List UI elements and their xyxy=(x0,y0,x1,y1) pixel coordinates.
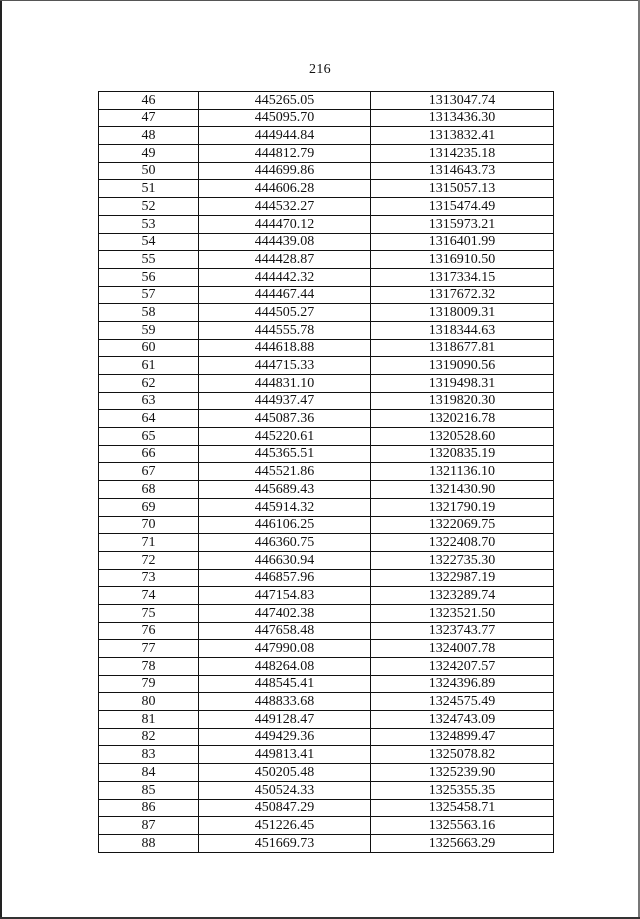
y-coordinate-cell: 1322987.19 xyxy=(371,569,554,587)
x-coordinate-cell: 445521.86 xyxy=(199,463,371,481)
x-coordinate-cell: 445914.32 xyxy=(199,498,371,516)
x-coordinate-cell: 448833.68 xyxy=(199,693,371,711)
y-coordinate-cell: 1325563.16 xyxy=(371,817,554,835)
y-coordinate-cell: 1316401.99 xyxy=(371,233,554,251)
x-coordinate-cell: 444715.33 xyxy=(199,357,371,375)
page-number: 216 xyxy=(309,62,331,77)
y-coordinate-cell: 1314643.73 xyxy=(371,162,554,180)
y-coordinate-cell: 1320835.19 xyxy=(371,445,554,463)
x-coordinate-cell: 446857.96 xyxy=(199,569,371,587)
table-row xyxy=(99,339,554,357)
point-number-cell: 72 xyxy=(99,551,199,569)
y-coordinate-cell: 1320216.78 xyxy=(371,410,554,428)
table-row xyxy=(99,604,554,622)
y-coordinate-cell: 1323289.74 xyxy=(371,587,554,605)
table-row xyxy=(99,516,554,534)
point-number-cell: 87 xyxy=(99,817,199,835)
point-number-cell: 80 xyxy=(99,693,199,711)
x-coordinate-cell: 451669.73 xyxy=(199,834,371,852)
x-coordinate-cell: 447154.83 xyxy=(199,587,371,605)
x-coordinate-cell: 444699.86 xyxy=(199,162,371,180)
table-row xyxy=(99,693,554,711)
table-row xyxy=(99,233,554,251)
y-coordinate-cell: 1325355.35 xyxy=(371,781,554,799)
y-coordinate-cell: 1313436.30 xyxy=(371,109,554,127)
table-row xyxy=(99,463,554,481)
y-coordinate-cell: 1325663.29 xyxy=(371,834,554,852)
y-coordinate-cell: 1323521.50 xyxy=(371,604,554,622)
point-number-cell: 66 xyxy=(99,445,199,463)
x-coordinate-cell: 444606.28 xyxy=(199,180,371,198)
x-coordinate-cell: 448264.08 xyxy=(199,658,371,676)
y-coordinate-cell: 1321136.10 xyxy=(371,463,554,481)
table-row xyxy=(99,375,554,393)
point-number-cell: 56 xyxy=(99,268,199,286)
y-coordinate-cell: 1325239.90 xyxy=(371,764,554,782)
table-row xyxy=(99,551,554,569)
table-row xyxy=(99,127,554,145)
point-number-cell: 50 xyxy=(99,162,199,180)
table-row xyxy=(99,445,554,463)
x-coordinate-cell: 451226.45 xyxy=(199,817,371,835)
point-number-cell: 84 xyxy=(99,764,199,782)
x-coordinate-cell: 445220.61 xyxy=(199,428,371,446)
y-coordinate-cell: 1318344.63 xyxy=(371,321,554,339)
point-number-cell: 53 xyxy=(99,215,199,233)
table-row xyxy=(99,321,554,339)
x-coordinate-cell: 446106.25 xyxy=(199,516,371,534)
y-coordinate-cell: 1319820.30 xyxy=(371,392,554,410)
point-number-cell: 76 xyxy=(99,622,199,640)
x-coordinate-cell: 445087.36 xyxy=(199,410,371,428)
y-coordinate-cell: 1322408.70 xyxy=(371,534,554,552)
table-row xyxy=(99,392,554,410)
point-number-cell: 58 xyxy=(99,304,199,322)
point-number-cell: 61 xyxy=(99,357,199,375)
table-row xyxy=(99,251,554,269)
point-number-cell: 63 xyxy=(99,392,199,410)
table-row xyxy=(99,215,554,233)
x-coordinate-cell: 450524.33 xyxy=(199,781,371,799)
table-row xyxy=(99,764,554,782)
x-coordinate-cell: 449128.47 xyxy=(199,711,371,729)
y-coordinate-cell: 1319090.56 xyxy=(371,357,554,375)
table-row xyxy=(99,286,554,304)
table-row xyxy=(99,746,554,764)
point-number-cell: 65 xyxy=(99,428,199,446)
point-number-cell: 70 xyxy=(99,516,199,534)
y-coordinate-cell: 1322735.30 xyxy=(371,551,554,569)
x-coordinate-cell: 444439.08 xyxy=(199,233,371,251)
point-number-cell: 73 xyxy=(99,569,199,587)
y-coordinate-cell: 1317334.15 xyxy=(371,268,554,286)
table-row xyxy=(99,481,554,499)
x-coordinate-cell: 444812.79 xyxy=(199,145,371,163)
y-coordinate-cell: 1321430.90 xyxy=(371,481,554,499)
table-row xyxy=(99,162,554,180)
point-number-cell: 48 xyxy=(99,127,199,145)
point-number-cell: 77 xyxy=(99,640,199,658)
y-coordinate-cell: 1313047.74 xyxy=(371,92,554,110)
point-number-cell: 69 xyxy=(99,498,199,516)
point-number-cell: 47 xyxy=(99,109,199,127)
y-coordinate-cell: 1315057.13 xyxy=(371,180,554,198)
y-coordinate-cell: 1315973.21 xyxy=(371,215,554,233)
point-number-cell: 60 xyxy=(99,339,199,357)
table-row xyxy=(99,304,554,322)
point-number-cell: 78 xyxy=(99,658,199,676)
point-number-cell: 52 xyxy=(99,198,199,216)
point-number-cell: 74 xyxy=(99,587,199,605)
table-row xyxy=(99,622,554,640)
point-number-cell: 71 xyxy=(99,534,199,552)
y-coordinate-cell: 1318009.31 xyxy=(371,304,554,322)
table-row xyxy=(99,498,554,516)
table-row xyxy=(99,109,554,127)
scan-border-top xyxy=(0,0,640,1)
table-row xyxy=(99,640,554,658)
x-coordinate-cell: 444555.78 xyxy=(199,321,371,339)
table-row xyxy=(99,834,554,852)
table-row xyxy=(99,675,554,693)
point-number-cell: 55 xyxy=(99,251,199,269)
point-number-cell: 51 xyxy=(99,180,199,198)
y-coordinate-cell: 1317672.32 xyxy=(371,286,554,304)
x-coordinate-cell: 446360.75 xyxy=(199,534,371,552)
y-coordinate-cell: 1315474.49 xyxy=(371,198,554,216)
coordinates-table xyxy=(98,91,554,853)
x-coordinate-cell: 444428.87 xyxy=(199,251,371,269)
point-number-cell: 82 xyxy=(99,728,199,746)
y-coordinate-cell: 1318677.81 xyxy=(371,339,554,357)
x-coordinate-cell: 447402.38 xyxy=(199,604,371,622)
x-coordinate-cell: 447658.48 xyxy=(199,622,371,640)
table-row xyxy=(99,658,554,676)
y-coordinate-cell: 1324743.09 xyxy=(371,711,554,729)
point-number-cell: 75 xyxy=(99,604,199,622)
table-row xyxy=(99,728,554,746)
point-number-cell: 79 xyxy=(99,675,199,693)
x-coordinate-cell: 449429.36 xyxy=(199,728,371,746)
point-number-cell: 49 xyxy=(99,145,199,163)
x-coordinate-cell: 444944.84 xyxy=(199,127,371,145)
x-coordinate-cell: 444618.88 xyxy=(199,339,371,357)
table-row xyxy=(99,198,554,216)
table-row xyxy=(99,145,554,163)
x-coordinate-cell: 444470.12 xyxy=(199,215,371,233)
x-coordinate-cell: 450205.48 xyxy=(199,764,371,782)
table-row xyxy=(99,587,554,605)
table-row xyxy=(99,92,554,110)
y-coordinate-cell: 1324396.89 xyxy=(371,675,554,693)
table-row xyxy=(99,569,554,587)
point-number-cell: 64 xyxy=(99,410,199,428)
y-coordinate-cell: 1313832.41 xyxy=(371,127,554,145)
x-coordinate-cell: 444831.10 xyxy=(199,375,371,393)
x-coordinate-cell: 448545.41 xyxy=(199,675,371,693)
x-coordinate-cell: 445365.51 xyxy=(199,445,371,463)
y-coordinate-cell: 1320528.60 xyxy=(371,428,554,446)
scan-border-left xyxy=(0,0,2,919)
y-coordinate-cell: 1321790.19 xyxy=(371,498,554,516)
coordinates-table-body xyxy=(99,92,554,853)
table-row xyxy=(99,268,554,286)
table-row xyxy=(99,534,554,552)
y-coordinate-cell: 1322069.75 xyxy=(371,516,554,534)
point-number-cell: 57 xyxy=(99,286,199,304)
y-coordinate-cell: 1314235.18 xyxy=(371,145,554,163)
point-number-cell: 83 xyxy=(99,746,199,764)
y-coordinate-cell: 1324207.57 xyxy=(371,658,554,676)
point-number-cell: 54 xyxy=(99,233,199,251)
x-coordinate-cell: 450847.29 xyxy=(199,799,371,817)
table-row xyxy=(99,799,554,817)
table-row xyxy=(99,781,554,799)
point-number-cell: 62 xyxy=(99,375,199,393)
point-number-cell: 81 xyxy=(99,711,199,729)
y-coordinate-cell: 1323743.77 xyxy=(371,622,554,640)
y-coordinate-cell: 1319498.31 xyxy=(371,375,554,393)
x-coordinate-cell: 446630.94 xyxy=(199,551,371,569)
table-row xyxy=(99,357,554,375)
table-row xyxy=(99,817,554,835)
x-coordinate-cell: 444505.27 xyxy=(199,304,371,322)
point-number-cell: 85 xyxy=(99,781,199,799)
y-coordinate-cell: 1324899.47 xyxy=(371,728,554,746)
point-number-cell: 68 xyxy=(99,481,199,499)
y-coordinate-cell: 1324007.78 xyxy=(371,640,554,658)
table-row xyxy=(99,180,554,198)
point-number-cell: 86 xyxy=(99,799,199,817)
point-number-cell: 59 xyxy=(99,321,199,339)
x-coordinate-cell: 444532.27 xyxy=(199,198,371,216)
table-row xyxy=(99,410,554,428)
x-coordinate-cell: 447990.08 xyxy=(199,640,371,658)
table-row xyxy=(99,711,554,729)
x-coordinate-cell: 449813.41 xyxy=(199,746,371,764)
point-number-cell: 67 xyxy=(99,463,199,481)
x-coordinate-cell: 444937.47 xyxy=(199,392,371,410)
x-coordinate-cell: 445095.70 xyxy=(199,109,371,127)
point-number-cell: 88 xyxy=(99,834,199,852)
y-coordinate-cell: 1316910.50 xyxy=(371,251,554,269)
point-number-cell: 46 xyxy=(99,92,199,110)
x-coordinate-cell: 444442.32 xyxy=(199,268,371,286)
y-coordinate-cell: 1324575.49 xyxy=(371,693,554,711)
y-coordinate-cell: 1325458.71 xyxy=(371,799,554,817)
y-coordinate-cell: 1325078.82 xyxy=(371,746,554,764)
x-coordinate-cell: 444467.44 xyxy=(199,286,371,304)
table-row xyxy=(99,428,554,446)
x-coordinate-cell: 445689.43 xyxy=(199,481,371,499)
x-coordinate-cell: 445265.05 xyxy=(199,92,371,110)
